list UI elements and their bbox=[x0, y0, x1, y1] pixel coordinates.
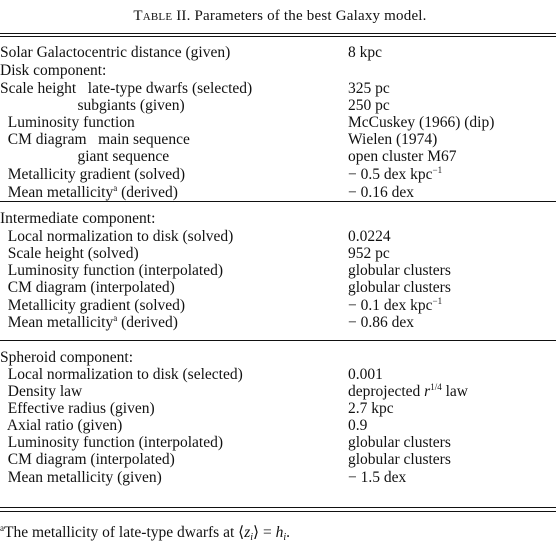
row-value-text: 8 kpc bbox=[348, 44, 383, 61]
row-label bbox=[0, 97, 185, 114]
row-value-text: 250 pc bbox=[348, 97, 390, 114]
row-value bbox=[348, 184, 414, 201]
row-label-text: Luminosity function (interpolated) bbox=[0, 262, 223, 279]
row-value-text: Wielen (1974) bbox=[348, 131, 438, 148]
row-label bbox=[0, 166, 185, 183]
row-label-text: Metallicity gradient (solved) bbox=[0, 297, 186, 314]
row-label bbox=[0, 383, 82, 400]
footnote-sub: i bbox=[250, 532, 254, 543]
row-label-text: giant sequence bbox=[0, 148, 170, 165]
row-value-text: − 0.86 dex bbox=[348, 314, 414, 331]
table-title-label: Table bbox=[133, 8, 173, 24]
table-row bbox=[0, 262, 556, 279]
row-value-text: − 0.16 dex bbox=[348, 184, 414, 201]
row-label-text: Effective radius (given) bbox=[0, 400, 155, 417]
footnote-end: . bbox=[286, 524, 290, 541]
row-value bbox=[348, 166, 442, 183]
row-label-text: Mean metallicity (given) bbox=[0, 469, 162, 486]
row-label bbox=[0, 349, 133, 366]
row-label-text: Density law bbox=[0, 383, 83, 400]
table-row bbox=[0, 44, 556, 61]
row-label bbox=[0, 62, 106, 79]
row-label-text: Scale height late-type dwarfs (selected) bbox=[0, 80, 253, 97]
row-value-text: 0.9 bbox=[348, 417, 368, 434]
row-value-text: open cluster M67 bbox=[348, 148, 457, 165]
row-value bbox=[348, 434, 451, 451]
row-label-text: Local normalization to disk (solved) bbox=[0, 228, 234, 245]
table-row bbox=[0, 297, 556, 314]
row-label-suffix: (derived) bbox=[117, 314, 178, 331]
row-value-text: deprojected r bbox=[348, 383, 431, 400]
row-value-text: globular clusters bbox=[348, 451, 451, 468]
row-label-text: CM diagram main sequence bbox=[0, 131, 190, 148]
row-value bbox=[348, 417, 367, 434]
row-label bbox=[0, 184, 178, 201]
row-label-text: Luminosity function bbox=[0, 114, 135, 131]
row-label bbox=[0, 131, 190, 148]
row-value bbox=[348, 245, 390, 262]
table-row bbox=[0, 228, 556, 245]
row-label bbox=[0, 279, 175, 296]
row-label-text: Metallicity gradient (solved) bbox=[0, 166, 186, 183]
row-value-text: 952 pc bbox=[348, 245, 390, 262]
row-value-text: globular clusters bbox=[348, 434, 451, 451]
table-row bbox=[0, 184, 556, 201]
table-title-text: Parameters of the best Galaxy model. bbox=[194, 8, 427, 24]
row-label-text: Mean metallicity bbox=[0, 184, 114, 201]
row-value-text: McCuskey (1966) (dip) bbox=[348, 114, 495, 131]
row-label bbox=[0, 417, 122, 434]
row-label-text: Intermediate component: bbox=[0, 210, 156, 227]
table-title-number: II. bbox=[176, 8, 191, 24]
table-footnote bbox=[0, 523, 290, 542]
row-label bbox=[0, 400, 155, 417]
table-row bbox=[0, 131, 556, 148]
footnote-text-after: ⟩ = h bbox=[253, 524, 284, 541]
row-label bbox=[0, 114, 135, 131]
row-label-text: Axial ratio (given) bbox=[0, 417, 123, 434]
row-value-text: globular clusters bbox=[348, 279, 451, 296]
row-label-text: Mean metallicity bbox=[0, 314, 114, 331]
table-row bbox=[0, 279, 556, 296]
row-label bbox=[0, 148, 169, 165]
row-label bbox=[0, 44, 230, 61]
row-label-text: Scale height (solved) bbox=[0, 245, 139, 262]
row-value bbox=[348, 451, 451, 468]
row-label bbox=[0, 469, 162, 486]
table-row bbox=[0, 349, 556, 366]
table-row bbox=[0, 245, 556, 262]
top-rule bbox=[0, 33, 556, 34]
table-row bbox=[0, 114, 556, 131]
table-row bbox=[0, 451, 556, 468]
table-row bbox=[0, 383, 556, 400]
row-label bbox=[0, 314, 178, 331]
row-value bbox=[348, 114, 494, 131]
row-label bbox=[0, 262, 223, 279]
row-value-exponent: −1 bbox=[432, 296, 443, 306]
row-value bbox=[348, 80, 390, 97]
row-value-text: − 0.5 dex kpc bbox=[348, 166, 433, 183]
row-label-text: Spheroid component: bbox=[0, 349, 134, 366]
table-row bbox=[0, 210, 556, 227]
row-value bbox=[348, 148, 456, 165]
row-label-text: CM diagram (interpolated) bbox=[0, 279, 175, 296]
row-label bbox=[0, 245, 139, 262]
table-row bbox=[0, 148, 556, 165]
row-value bbox=[348, 97, 390, 114]
row-value-text: 2.7 kpc bbox=[348, 400, 394, 417]
row-label bbox=[0, 228, 233, 245]
row-value-exponent: 1/4 bbox=[430, 382, 442, 392]
table-row bbox=[0, 400, 556, 417]
row-value-text: 0.0224 bbox=[348, 228, 391, 245]
row-label bbox=[0, 451, 175, 468]
row-value bbox=[348, 366, 383, 383]
row-value bbox=[348, 262, 451, 279]
footnote-ref: a bbox=[113, 183, 118, 193]
row-label-text: Disk component: bbox=[0, 62, 107, 79]
row-value bbox=[348, 279, 451, 296]
section-divider-intermediate bbox=[0, 340, 556, 341]
table-row bbox=[0, 80, 556, 97]
row-label bbox=[0, 80, 252, 97]
row-label bbox=[0, 210, 155, 227]
row-value bbox=[348, 297, 442, 314]
table-row bbox=[0, 366, 556, 383]
row-label-text: Local normalization to disk (selected) bbox=[0, 366, 243, 383]
row-value-text: − 1.5 dex bbox=[348, 469, 407, 486]
row-value bbox=[348, 469, 406, 486]
row-value-text: 325 pc bbox=[348, 80, 390, 97]
row-value bbox=[348, 314, 414, 331]
footnote-text: The metallicity of late-type dwarfs at ⟨z bbox=[4, 524, 251, 541]
table-row bbox=[0, 97, 556, 114]
row-value-suffix: law bbox=[441, 383, 468, 400]
top-rule-inner bbox=[0, 36, 556, 37]
row-value bbox=[348, 400, 394, 417]
table-row bbox=[0, 62, 556, 79]
footnote-marker: a bbox=[0, 523, 4, 533]
table-row bbox=[0, 469, 556, 486]
row-label-text: Luminosity function (interpolated) bbox=[0, 434, 223, 451]
row-label-suffix: (derived) bbox=[117, 184, 178, 201]
table-row bbox=[0, 314, 556, 331]
row-label bbox=[0, 366, 243, 383]
row-value bbox=[348, 131, 437, 148]
footnote-ref: a bbox=[113, 313, 118, 323]
row-value-text: − 0.1 dex kpc bbox=[348, 297, 433, 314]
row-value bbox=[348, 383, 468, 400]
row-value bbox=[348, 228, 391, 245]
row-label bbox=[0, 297, 185, 314]
table-row bbox=[0, 417, 556, 434]
row-value-text: globular clusters bbox=[348, 262, 451, 279]
row-label bbox=[0, 434, 223, 451]
table-row bbox=[0, 166, 556, 183]
row-value bbox=[348, 44, 382, 61]
footnote-sub-2: i bbox=[283, 532, 287, 543]
row-value-exponent: −1 bbox=[432, 165, 443, 175]
row-value-text: 0.001 bbox=[348, 366, 383, 383]
row-label-text: Solar Galactocentric distance (given) bbox=[0, 44, 231, 61]
row-label-text: subgiants (given) bbox=[0, 97, 185, 114]
bottom-rule bbox=[0, 507, 556, 508]
table-row bbox=[0, 434, 556, 451]
bottom-rule-inner bbox=[0, 511, 556, 512]
table-title bbox=[0, 8, 560, 25]
section-divider-disk bbox=[0, 201, 556, 202]
row-label-text: CM diagram (interpolated) bbox=[0, 451, 175, 468]
